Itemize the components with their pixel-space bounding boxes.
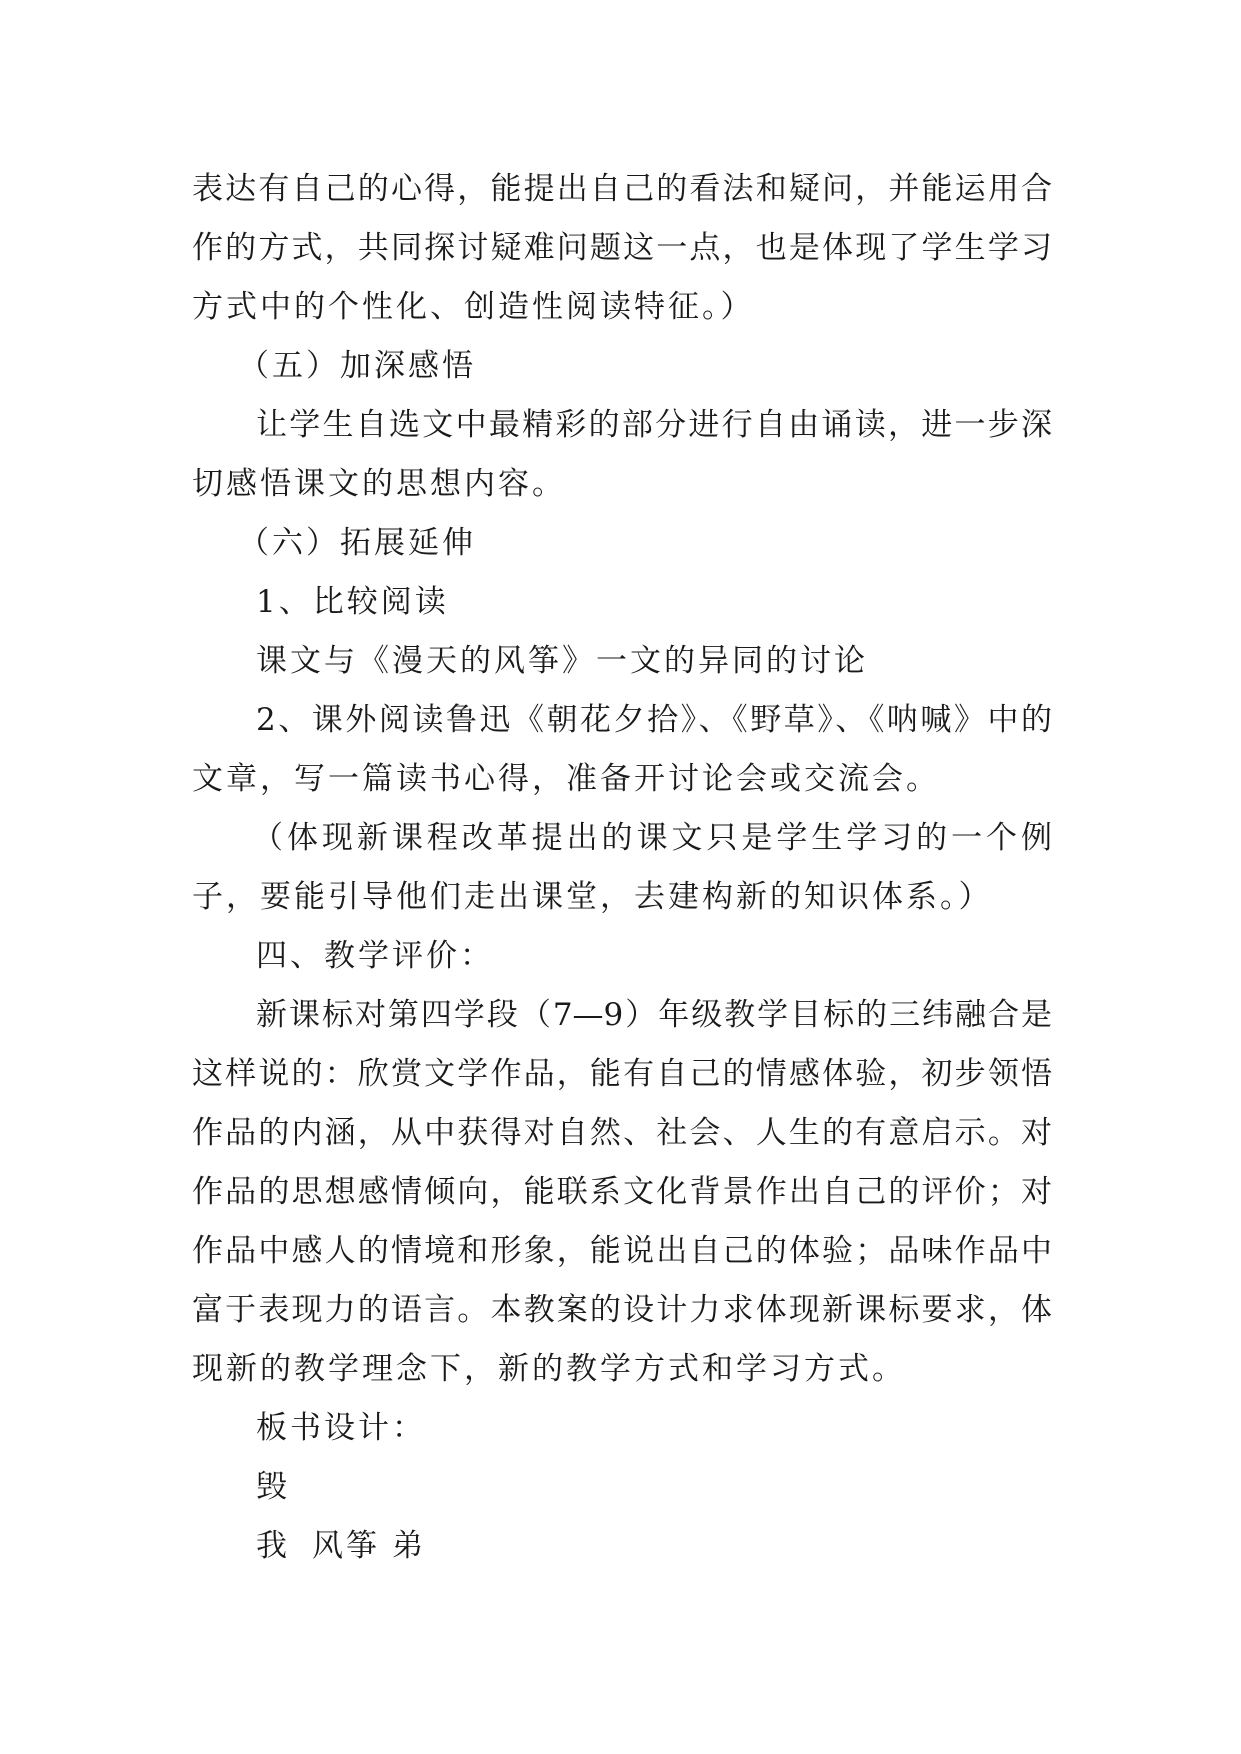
paragraph-line: 作品中感人的情境和形象，能说出自己的体验；品味作品中: [192, 1233, 1052, 1269]
board-top-word: 毁: [256, 1469, 290, 1505]
board-row: [192, 1517, 1052, 1576]
section-heading-evaluation: 四、教学评价：: [256, 938, 494, 974]
list-item-heading: 1、比较阅读: [256, 584, 449, 620]
section-heading-six: （六）拓展延伸: [238, 525, 476, 561]
paragraph-line: 作品的内涵，从中获得对自然、社会、人生的有意启示。对: [192, 1115, 1052, 1151]
board-right-word: 弟: [392, 1528, 426, 1564]
board-design-heading: 板书设计：: [256, 1410, 426, 1446]
paragraph-line: 表达有自己的心得，能提出自己的看法和疑问，并能运用合: [192, 171, 1052, 207]
list-item: 2、课外阅读鲁迅《朝花夕拾》、《野草》、《呐喊》中的: [256, 702, 1052, 738]
paragraph-line: 作品的思想感情倾向，能联系文化背景作出自己的评价；对: [192, 1174, 1052, 1210]
note-line: 子，要能引导他们走出课堂，去建构新的知识体系。）: [192, 879, 993, 915]
section-heading-five: （五）加深感悟: [238, 348, 476, 384]
paragraph-line: 课文与《漫天的风筝》一文的异同的讨论: [256, 643, 868, 679]
paragraph-line: 方式中的个性化、创造性阅读特征。）: [192, 289, 755, 325]
paragraph-line: 富于表现力的语言。本教案的设计力求体现新课标要求，体: [192, 1292, 1052, 1328]
paragraph-line: 让学生自选文中最精彩的部分进行自由诵读，进一步深: [256, 407, 1052, 443]
paragraph-line: 现新的教学理念下，新的教学方式和学习方式。: [192, 1351, 906, 1387]
paragraph-line: 新课标对第四学段（7—9）年级教学目标的三纬融合是: [256, 997, 1052, 1033]
paragraph-line: 这样说的：欣赏文学作品，能有自己的情感体验，初步领悟: [192, 1056, 1052, 1092]
document-body: [192, 160, 1052, 1576]
board-left-word: 我: [256, 1528, 290, 1564]
paragraph-line: 切感悟课文的思想内容。: [192, 466, 566, 502]
paragraph-line: 作的方式，共同探讨疑难问题这一点，也是体现了学生学习: [192, 230, 1052, 266]
paragraph-line: 文章，写一篇读书心得，准备开讨论会或交流会。: [192, 761, 940, 797]
board-middle-word: 风筝: [312, 1528, 380, 1564]
note-line: （体现新课程改革提出的课文只是学生学习的一个例: [252, 820, 1052, 856]
